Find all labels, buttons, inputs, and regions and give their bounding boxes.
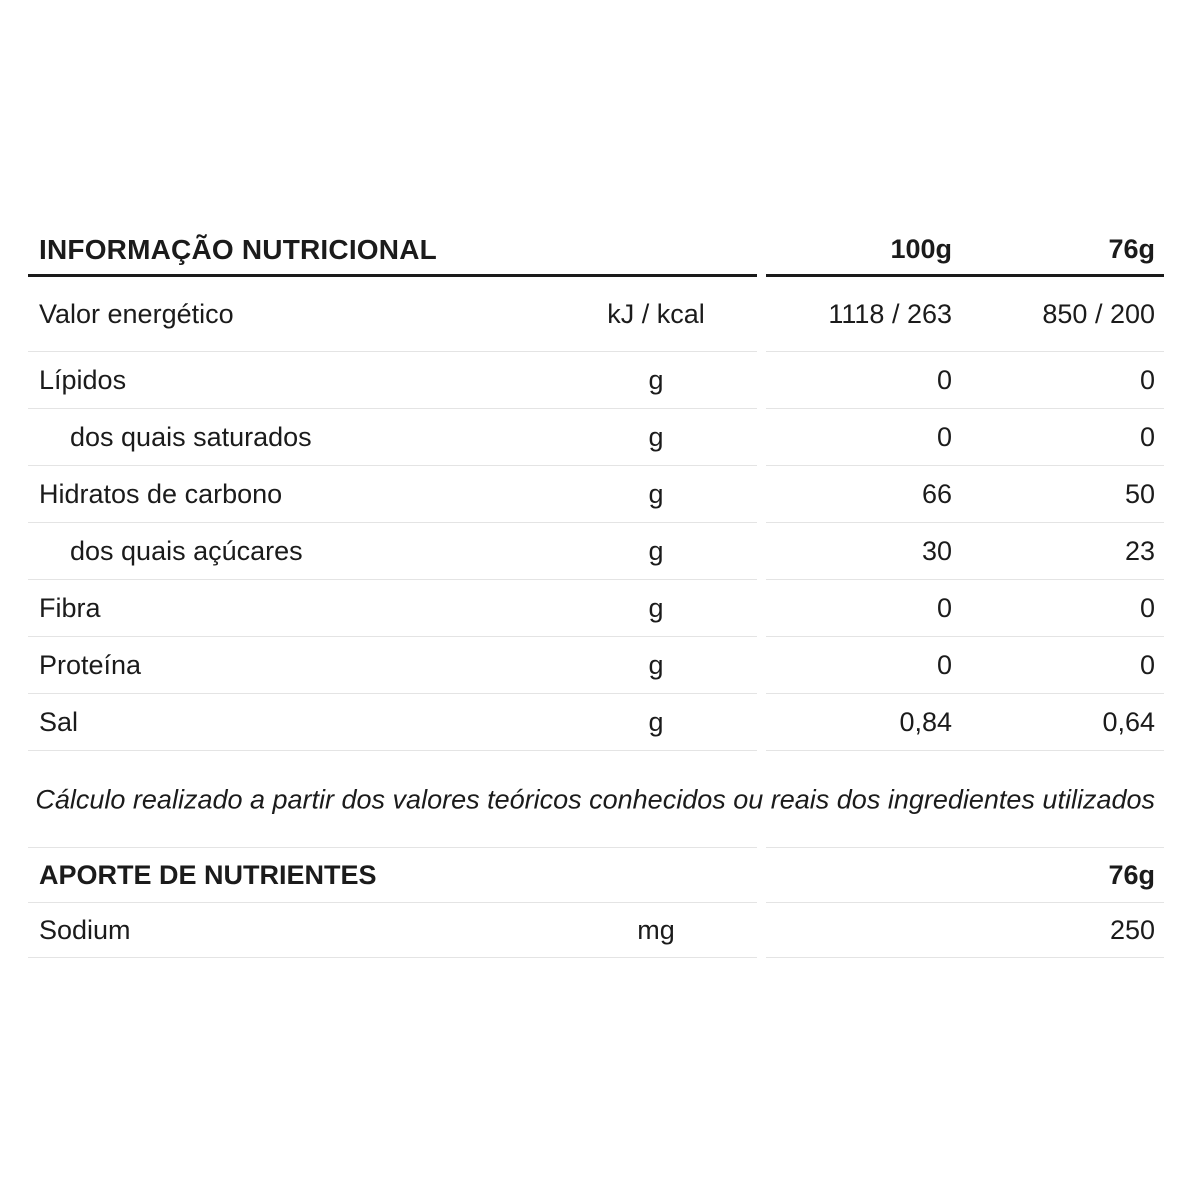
col-header-76g: 76g bbox=[1108, 234, 1155, 264]
row-unit: g bbox=[648, 364, 664, 395]
row-label: Hidratos de carbono bbox=[39, 478, 283, 509]
row-value-76g: 0 bbox=[1139, 649, 1155, 680]
nutrients-section-header-row bbox=[28, 848, 1164, 903]
row-value-76g: 23 bbox=[1124, 535, 1155, 566]
row-label: Sodium bbox=[39, 914, 131, 945]
section-col-header-76g: 76g bbox=[1108, 859, 1155, 890]
row-value-100g: 30 bbox=[921, 535, 952, 566]
table-row bbox=[28, 903, 1164, 958]
row-label: Valor energético bbox=[39, 298, 234, 329]
table-row bbox=[28, 523, 1164, 580]
calculation-note-row bbox=[28, 751, 1164, 848]
nutrition-table bbox=[28, 225, 1164, 958]
table-title: INFORMAÇÃO NUTRICIONAL bbox=[39, 233, 437, 265]
row-unit: mg bbox=[637, 914, 675, 945]
row-unit: kJ / kcal bbox=[607, 298, 705, 329]
row-value-76g: 0 bbox=[1139, 592, 1155, 623]
table-header-row bbox=[28, 225, 1164, 277]
table-row bbox=[28, 409, 1164, 466]
table-row bbox=[28, 466, 1164, 523]
table-row bbox=[28, 277, 1164, 352]
calculation-note: Cálculo realizado a partir dos valores teóricos conhecidos ou reais dos ingredientes utilizados bbox=[35, 784, 1155, 814]
section-title: APORTE DE NUTRIENTES bbox=[39, 859, 377, 890]
col-header-100g: 100g bbox=[890, 234, 952, 264]
row-value-76g: 0 bbox=[1139, 421, 1155, 452]
row-value-100g: 66 bbox=[921, 478, 952, 509]
row-label: Sal bbox=[39, 706, 79, 737]
row-value-76g: 50 bbox=[1124, 478, 1155, 509]
row-value-100g: 0 bbox=[936, 364, 952, 395]
row-value-76g: 850 / 200 bbox=[1042, 298, 1155, 329]
row-label: Fibra bbox=[39, 592, 101, 623]
row-label: dos quais açúcares bbox=[70, 535, 303, 566]
table-row bbox=[28, 694, 1164, 751]
row-unit: g bbox=[648, 706, 664, 737]
row-label: Lípidos bbox=[39, 364, 127, 395]
row-label: dos quais saturados bbox=[70, 421, 312, 452]
row-value-100g: 0 bbox=[936, 592, 952, 623]
divider bbox=[28, 847, 757, 848]
row-value-100g: 0 bbox=[936, 421, 952, 452]
row-value-100g: 1118 / 263 bbox=[828, 298, 952, 329]
row-value-76g: 250 bbox=[1109, 914, 1155, 945]
row-unit: g bbox=[648, 421, 664, 452]
row-label: Proteína bbox=[39, 649, 142, 680]
table-row bbox=[28, 352, 1164, 409]
row-unit: g bbox=[648, 478, 664, 509]
table-row bbox=[28, 580, 1164, 637]
row-unit: g bbox=[648, 535, 664, 566]
row-unit: g bbox=[648, 649, 664, 680]
table-row bbox=[28, 637, 1164, 694]
row-value-76g: 0 bbox=[1139, 364, 1155, 395]
row-value-76g: 0,64 bbox=[1102, 706, 1155, 737]
row-value-100g: 0 bbox=[936, 649, 952, 680]
row-value-100g: 0,84 bbox=[899, 706, 952, 737]
row-unit: g bbox=[648, 592, 664, 623]
divider bbox=[766, 847, 1164, 848]
